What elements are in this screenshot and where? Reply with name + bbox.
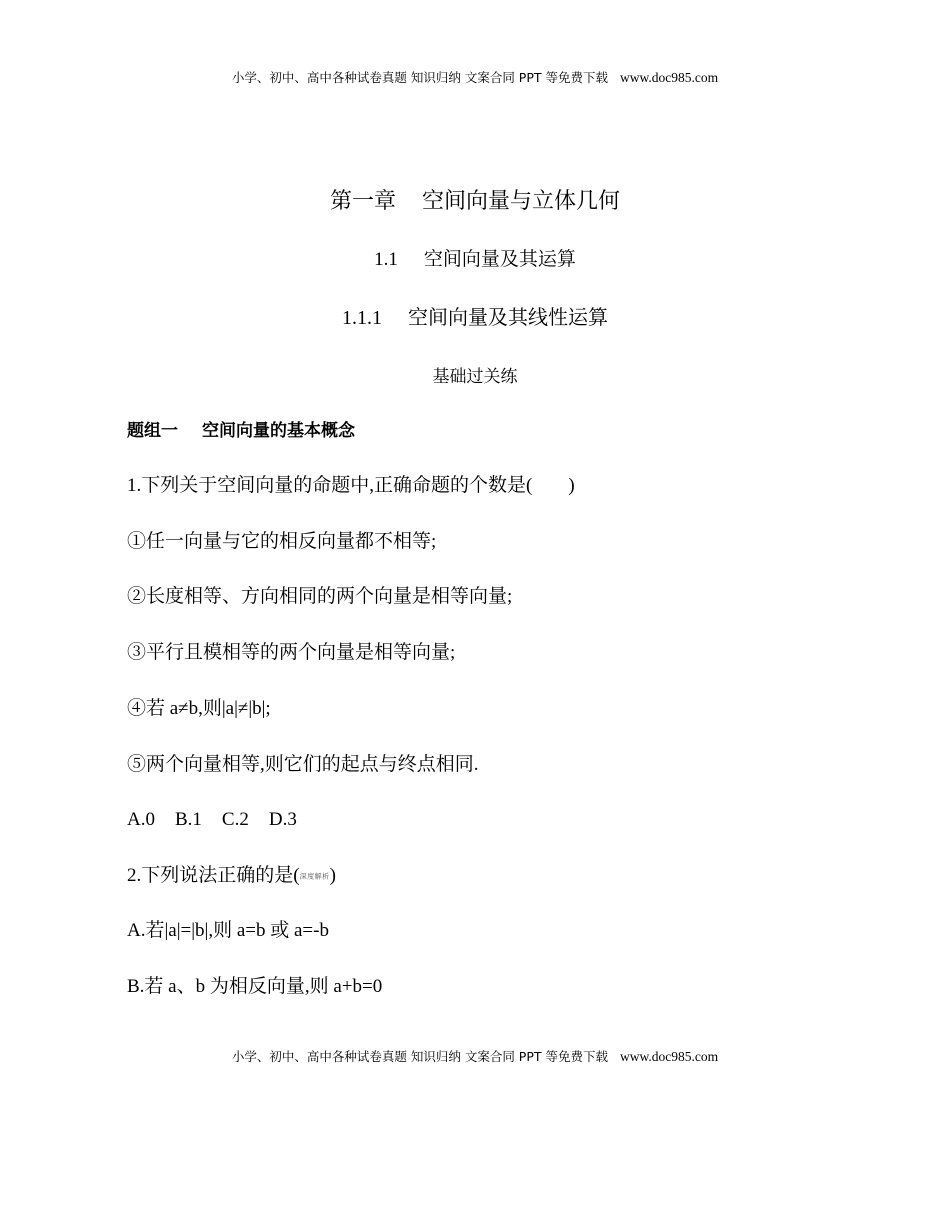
- choice-a[interactable]: A.0: [127, 809, 155, 830]
- header-banner: [0, 69, 950, 87]
- question-1-statement: ③平行且模相等的两个向量是相等向量;: [127, 642, 456, 663]
- choice-b[interactable]: B.1: [174, 809, 202, 830]
- footer-banner: [0, 1048, 950, 1066]
- footer-banner-link[interactable]: www.doc985.com: [620, 1049, 719, 1064]
- footer-banner-text: 小学、初中、高中各种试卷真题 知识归纳 文案合同 PPT 等免费下载: [231, 1049, 608, 1064]
- question-1-statement: ⑤两个向量相等,则它们的起点与终点相同.: [127, 754, 479, 775]
- subsection-number: 1.1.1: [342, 307, 382, 329]
- question-2-option-a[interactable]: A.若|a|=|b|,则 a=b 或 a=-b: [127, 920, 329, 941]
- group-name: 空间向量的基本概念: [202, 421, 355, 441]
- subsection-title: [0, 302, 950, 333]
- question-1-stem: [127, 472, 575, 500]
- subsection-name: 空间向量及其线性运算: [408, 305, 608, 329]
- deep-analysis-tag[interactable]: 深度解析: [299, 872, 330, 881]
- question-2-paren-close: ): [329, 865, 336, 886]
- question-1-statement: ②长度相等、方向相同的两个向量是相等向量;: [127, 586, 513, 607]
- choice-d[interactable]: D.3: [268, 809, 297, 830]
- section-name: 空间向量及其运算: [423, 248, 576, 270]
- chapter-title: [0, 186, 950, 218]
- question-1-paren-close: ): [568, 475, 575, 496]
- question-1-choices: [127, 806, 317, 834]
- header-banner-text: 小学、初中、高中各种试卷真题 知识归纳 文案合同 PPT 等免费下载: [231, 70, 608, 85]
- question-2-option-b[interactable]: B.若 a、b 为相反向量,则 a+b=0: [127, 976, 383, 997]
- question-1-text: 1.下列关于空间向量的命题中,正确命题的个数是(: [127, 475, 533, 496]
- question-1-statement: ④若 a≠b,则|a|≠|b|;: [127, 698, 271, 719]
- choice-c[interactable]: C.2: [221, 809, 249, 830]
- section-title: [0, 245, 950, 274]
- question-group-heading: [127, 418, 355, 444]
- section-number: 1.1: [374, 249, 398, 270]
- question-1-statement: ①任一向量与它的相反向量都不相等;: [127, 531, 437, 552]
- chapter-number: 第一章: [329, 189, 396, 214]
- exercise-level-title: 基础过关练: [432, 367, 518, 387]
- question-2-text: 2.下列说法正确的是(: [127, 865, 300, 886]
- group-label: 题组一: [127, 421, 178, 441]
- header-banner-link[interactable]: www.doc985.com: [620, 70, 719, 85]
- chapter-name: 空间向量与立体几何: [422, 189, 621, 214]
- question-2-stem: [127, 862, 336, 891]
